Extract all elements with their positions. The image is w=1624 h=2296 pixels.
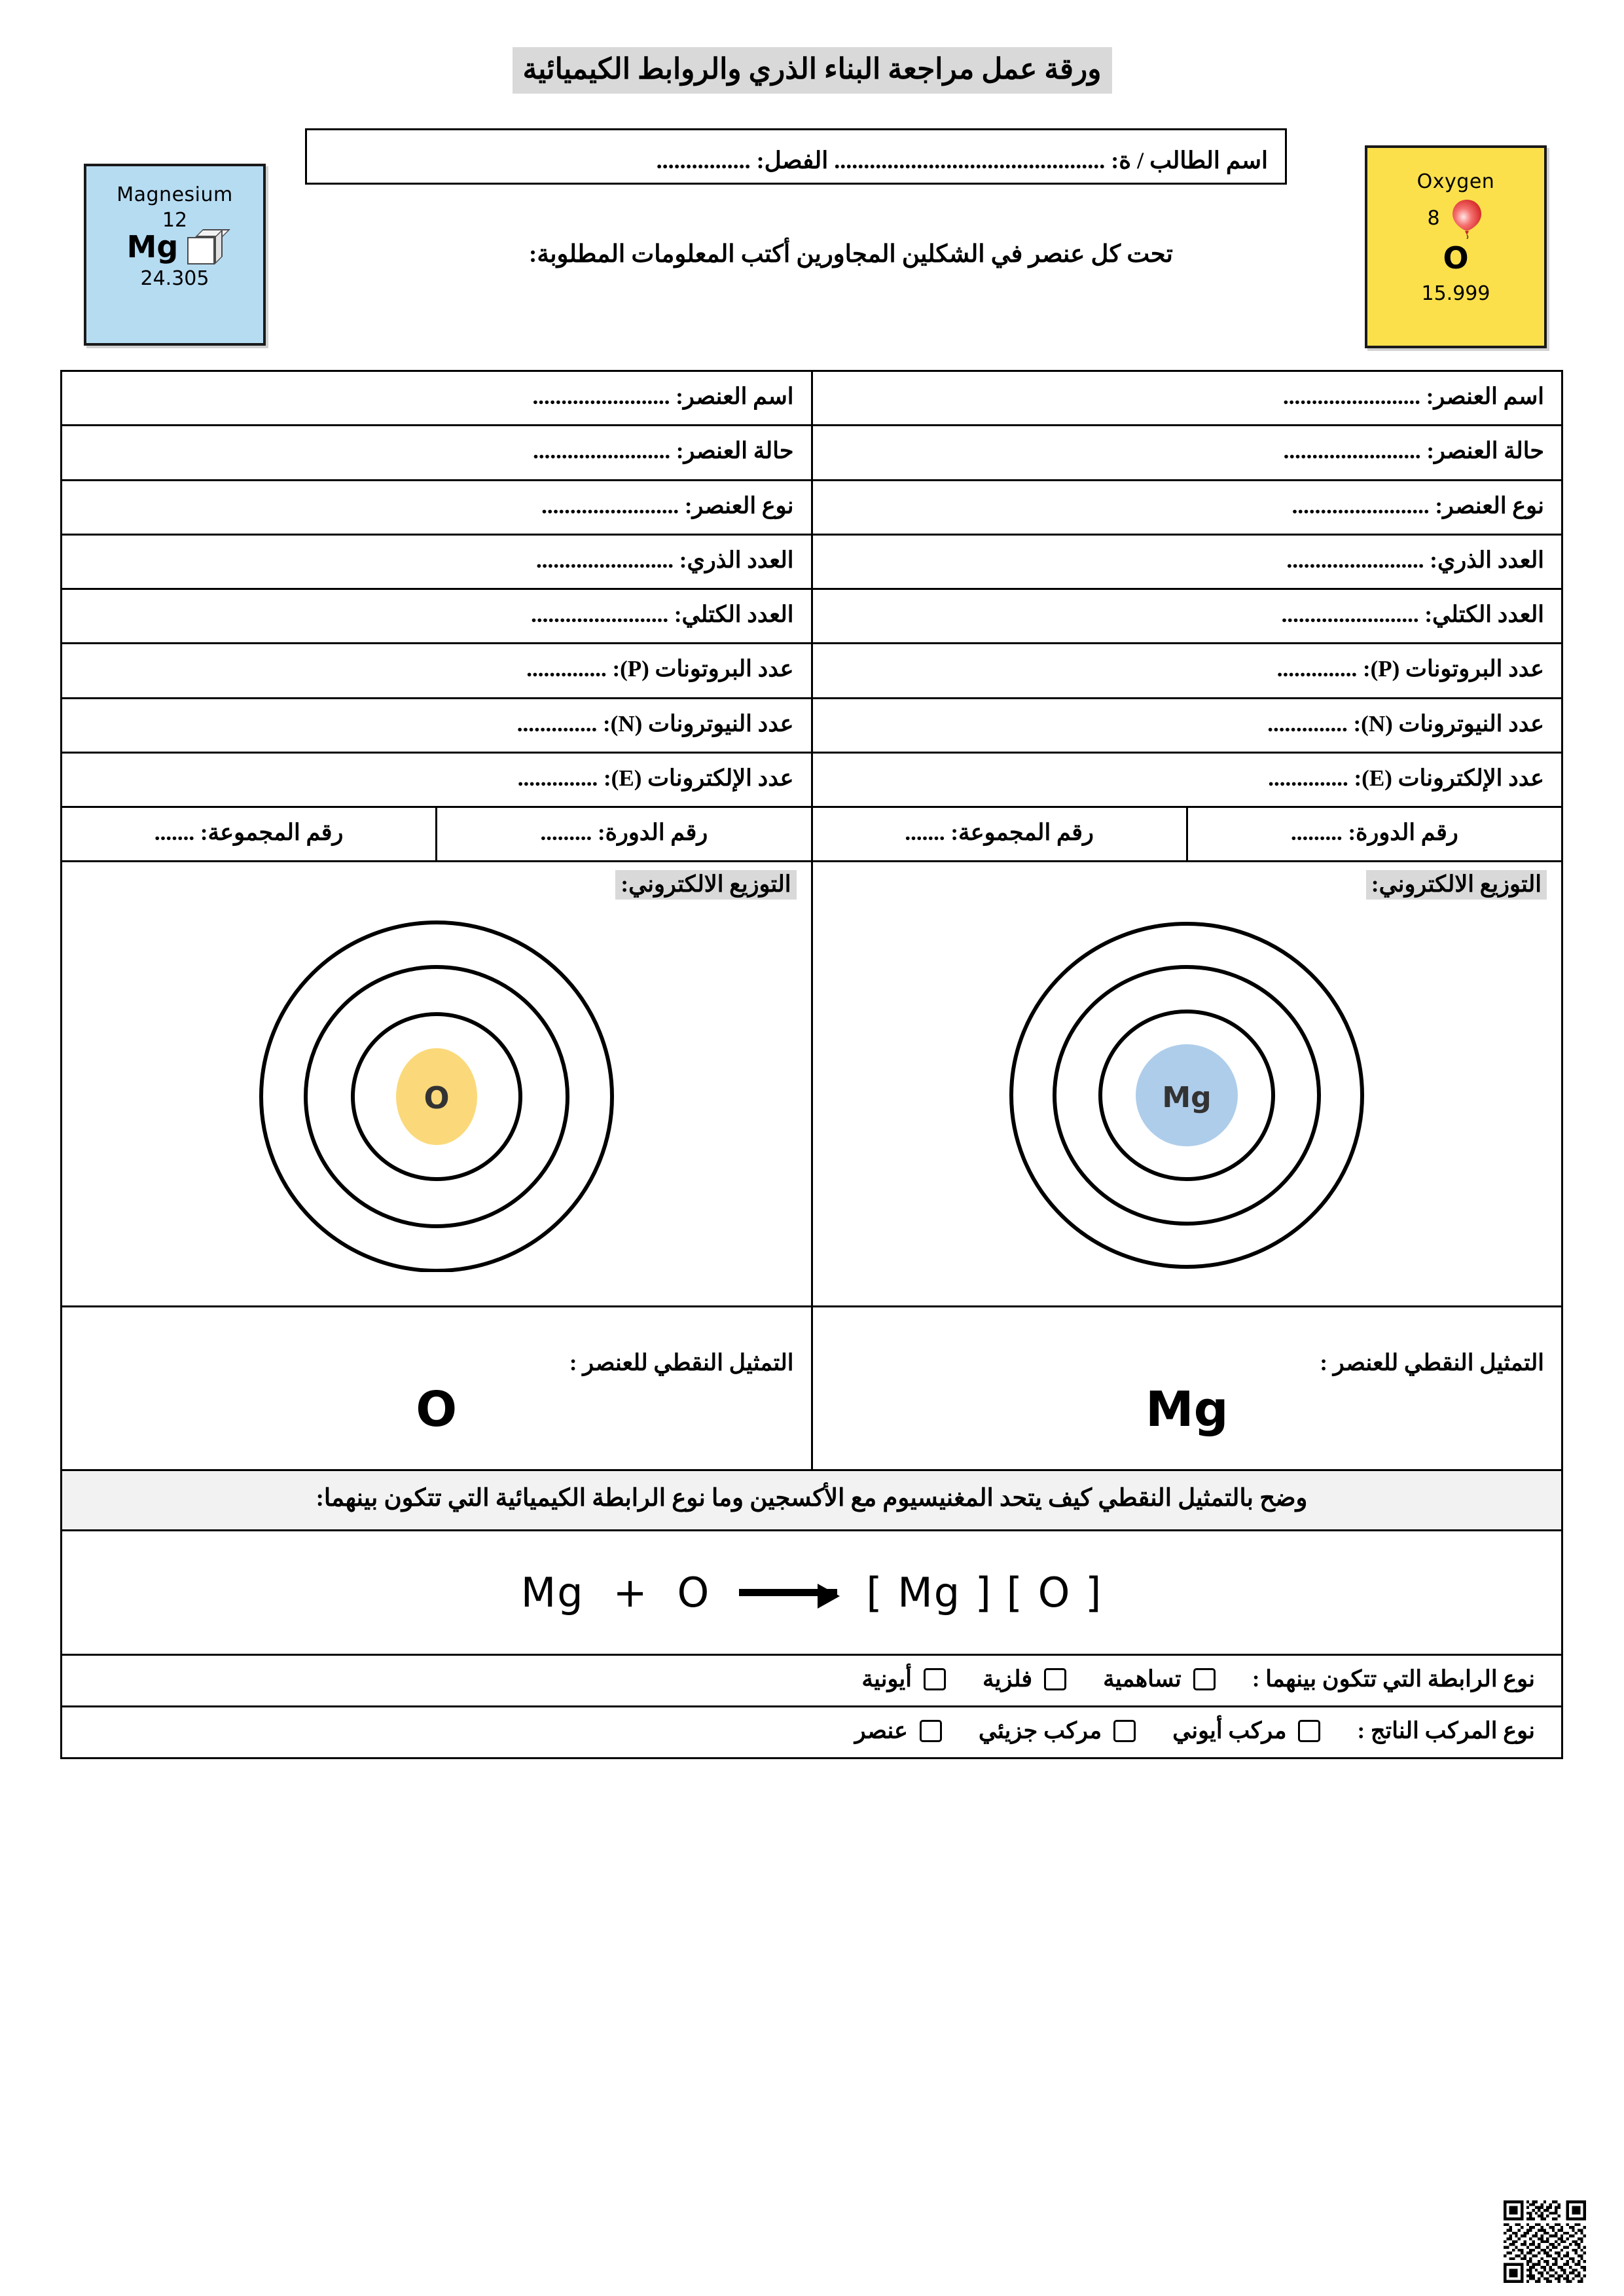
option-bond-covalent[interactable] (1103, 1666, 1216, 1692)
oxygen-name: Oxygen (1416, 170, 1495, 193)
label-compound-element: عنصر (854, 1717, 908, 1743)
label-neutrons-mg: عدد النيوترونات (N): (1347, 710, 1544, 737)
label-element-name-o: اسم العنصر: (670, 384, 794, 409)
student-name-blank: .............................................. (834, 147, 1106, 173)
table-row (62, 1307, 1562, 1470)
checkbox-compound-element[interactable] (920, 1720, 942, 1742)
blank-protons-o: .............. (526, 656, 607, 682)
cell-oxygen-dot-representation[interactable] (62, 1307, 812, 1470)
cell-magnesium-period-group (812, 807, 1562, 862)
cell-oxygen-element-type[interactable] (62, 480, 812, 534)
shell-diagram-magnesium (813, 919, 1562, 1272)
option-compound-ionic[interactable] (1172, 1718, 1320, 1744)
cell-magnesium-electron-config[interactable] (812, 862, 1562, 1307)
checkbox-compound-ionic[interactable] (1298, 1720, 1320, 1742)
label-atomic-number-mg: العدد الذري: (1424, 547, 1544, 573)
cell-magnesium-neutrons[interactable] (812, 698, 1562, 752)
page-title: ورقة عمل مراجعة البناء الذري والروابط الكيميائية (513, 47, 1112, 94)
label-group-mg: رقم المجموعة: (945, 820, 1094, 845)
blank-atomic-number-o: ........................ (536, 547, 674, 573)
equation-product: [ Mg ] [ O ] (866, 1568, 1103, 1616)
blank-element-state-o: ........................ (533, 438, 671, 464)
table-row (62, 480, 1562, 534)
label-protons-o: عدد البروتونات (P): (606, 656, 794, 682)
table-row (62, 807, 1562, 862)
blank-mass-number-o: ........................ (531, 602, 669, 627)
option-bond-metallic[interactable] (983, 1666, 1066, 1692)
element-card-oxygen (1365, 145, 1547, 348)
label-compound-ionic: مركب أيوني (1172, 1717, 1287, 1743)
class-blank: ................ (656, 147, 751, 173)
cell-magnesium-period[interactable] (1187, 808, 1561, 860)
option-bond-ionic[interactable] (861, 1666, 946, 1692)
checkbox-bond-covalent[interactable] (1193, 1668, 1216, 1690)
bond-type-row (62, 1656, 1561, 1705)
dot-symbol-magnesium: Mg (1145, 1381, 1229, 1438)
label-element-name-mg: اسم العنصر: (1420, 384, 1544, 409)
label-bond-ionic: أيونية (861, 1666, 912, 1692)
table-row (62, 534, 1562, 589)
label-bond-metallic: فلزية (983, 1666, 1033, 1692)
table-row (62, 698, 1562, 752)
label-mass-number-mg: العدد الكتلي: (1418, 602, 1544, 627)
table-row (62, 752, 1562, 807)
table-row (62, 1654, 1562, 1706)
cell-oxygen-element-state[interactable] (62, 426, 812, 480)
equation-plus-sign: + (613, 1568, 649, 1616)
bonding-question-text: وضح بالتمثيل النقطي كيف يتحد المغنيسيوم مع الأكسجين وما نوع الرابطة الكيميائية التي تتكون بينهما: (62, 1471, 1561, 1529)
worksheet-table (60, 370, 1563, 1759)
cell-magnesium-element-type[interactable] (812, 480, 1562, 534)
blank-element-name-o: ........................ (532, 384, 670, 409)
cell-magnesium-electrons[interactable] (812, 752, 1562, 807)
label-protons-mg: عدد البروتونات (P): (1357, 656, 1544, 682)
cube-icon (187, 229, 223, 264)
cell-bonding-question (62, 1470, 1562, 1530)
table-row (62, 371, 1562, 426)
magnesium-atomic-number: 12 (162, 209, 188, 232)
blank-group-o: ....... (154, 820, 195, 845)
blank-mass-number-mg: ........................ (1281, 602, 1419, 627)
label-electron-config-o: التوزيع الالكتروني: (615, 870, 796, 900)
instruction-text: تحت كل عنصر في الشكلين المجاورين أكتب المعلومات المطلوبة: (529, 241, 1173, 268)
cell-oxygen-period-group (62, 807, 812, 862)
label-element-type-o: نوع العنصر: (679, 492, 794, 519)
svg-text:O: O (424, 1080, 450, 1116)
oxygen-symbol: O (1443, 240, 1469, 276)
option-compound-element[interactable] (855, 1718, 942, 1744)
svg-text:Mg: Mg (1162, 1081, 1212, 1115)
student-info-box (305, 128, 1287, 185)
cell-compound-type (62, 1706, 1562, 1758)
cell-magnesium-element-name[interactable] (812, 371, 1562, 426)
checkbox-bond-ionic[interactable] (924, 1668, 946, 1690)
label-bond-type: نوع الرابطة التي تتكون بينهما : (1252, 1666, 1535, 1692)
label-mass-number-o: العدد الكتلي: (668, 602, 794, 627)
compound-type-row (62, 1707, 1561, 1757)
label-electrons-o: عدد الإلكترونات (E): (598, 765, 794, 791)
blank-group-mg: ....... (905, 820, 945, 845)
cell-oxygen-protons[interactable] (62, 644, 812, 698)
cell-bonding-equation[interactable] (62, 1530, 1562, 1654)
checkbox-bond-metallic[interactable] (1044, 1668, 1066, 1690)
oxygen-atomic-number: 8 (1427, 206, 1440, 230)
magnesium-name: Magnesium (117, 183, 233, 206)
table-row (62, 426, 1562, 480)
bonding-equation (62, 1569, 1561, 1616)
blank-electrons-o: .............. (517, 765, 598, 791)
balloon-icon (1449, 197, 1485, 239)
label-electron-config-mg: التوزيع الالكتروني: (1366, 870, 1547, 900)
dot-symbol-oxygen: O (416, 1381, 458, 1438)
equation-reactant-2: O (677, 1568, 711, 1616)
cell-magnesium-mass-number[interactable] (812, 589, 1562, 644)
element-card-magnesium (84, 164, 266, 346)
label-compound-type: نوع المركب الناتج : (1357, 1717, 1535, 1743)
table-row (62, 862, 1562, 1307)
shell-diagram-oxygen (62, 919, 811, 1272)
student-name-label: اسم الطالب / ة: (1105, 147, 1268, 173)
blank-element-name-mg: ........................ (1283, 384, 1420, 409)
blank-electrons-mg: .............. (1268, 765, 1348, 791)
cell-magnesium-protons[interactable] (812, 644, 1562, 698)
checkbox-compound-molecular[interactable] (1113, 1720, 1136, 1742)
page-title-container (0, 47, 1624, 94)
label-neutrons-o: عدد النيوترونات (N): (597, 710, 794, 737)
arrow-right-icon (739, 1589, 837, 1596)
label-group-o: رقم المجموعة: (194, 820, 344, 845)
class-label: الفصل: (750, 147, 835, 173)
cell-oxygen-period[interactable] (437, 808, 811, 860)
label-bond-covalent: تساهمية (1103, 1666, 1182, 1692)
cell-oxygen-neutrons[interactable] (62, 698, 812, 752)
label-compound-molecular: مركب جزيئي (978, 1717, 1102, 1743)
label-dot-representation-mg: التمثيل النقطي للعنصر : (1320, 1349, 1544, 1376)
blank-element-type-o: ........................ (541, 492, 679, 519)
label-period-mg: رقم الدورة: (1342, 820, 1458, 845)
cell-oxygen-mass-number[interactable] (62, 589, 812, 644)
cell-oxygen-electron-config[interactable] (62, 862, 812, 1307)
table-row (62, 1706, 1562, 1758)
cell-bond-type (62, 1654, 1562, 1706)
student-name-field[interactable] (657, 149, 1268, 172)
label-element-type-mg: نوع العنصر: (1429, 492, 1544, 519)
blank-period-o: ......... (540, 820, 592, 845)
table-row (62, 589, 1562, 644)
label-atomic-number-o: العدد الذري: (674, 547, 794, 573)
oxygen-atomic-mass: 15.999 (1421, 282, 1490, 305)
cell-magnesium-group[interactable] (813, 808, 1187, 860)
option-compound-molecular[interactable] (979, 1718, 1136, 1744)
blank-element-type-mg: ........................ (1291, 492, 1430, 519)
table-row (62, 1470, 1562, 1530)
equation-reactant-1: Mg (520, 1568, 585, 1616)
blank-neutrons-mg: .............. (1267, 710, 1348, 737)
blank-atomic-number-mg: ........................ (1286, 547, 1424, 573)
cell-oxygen-atomic-number[interactable] (62, 534, 812, 589)
cell-magnesium-dot-representation[interactable] (812, 1307, 1562, 1470)
label-electrons-mg: عدد الإلكترونات (E): (1348, 765, 1544, 791)
magnesium-symbol: Mg (126, 229, 179, 264)
label-period-o: رقم الدورة: (592, 820, 708, 845)
blank-period-mg: ......... (1291, 820, 1343, 845)
cell-magnesium-element-state[interactable] (812, 426, 1562, 480)
blank-element-state-mg: ........................ (1283, 438, 1421, 464)
cell-oxygen-element-name[interactable] (62, 371, 812, 426)
label-element-state-o: حالة العنصر: (670, 438, 794, 464)
blank-protons-mg: .............. (1276, 656, 1358, 682)
label-element-state-mg: حالة العنصر: (1420, 438, 1544, 464)
label-dot-representation-o: التمثيل النقطي للعنصر : (569, 1349, 794, 1376)
cell-oxygen-electrons[interactable] (62, 752, 812, 807)
cell-magnesium-atomic-number[interactable] (812, 534, 1562, 589)
table-row (62, 1530, 1562, 1654)
magnesium-atomic-mass: 24.305 (140, 267, 209, 290)
cell-oxygen-group[interactable] (62, 808, 437, 860)
qr-code-icon[interactable] (1504, 2200, 1586, 2283)
blank-neutrons-o: .............. (516, 710, 598, 737)
table-row (62, 644, 1562, 698)
